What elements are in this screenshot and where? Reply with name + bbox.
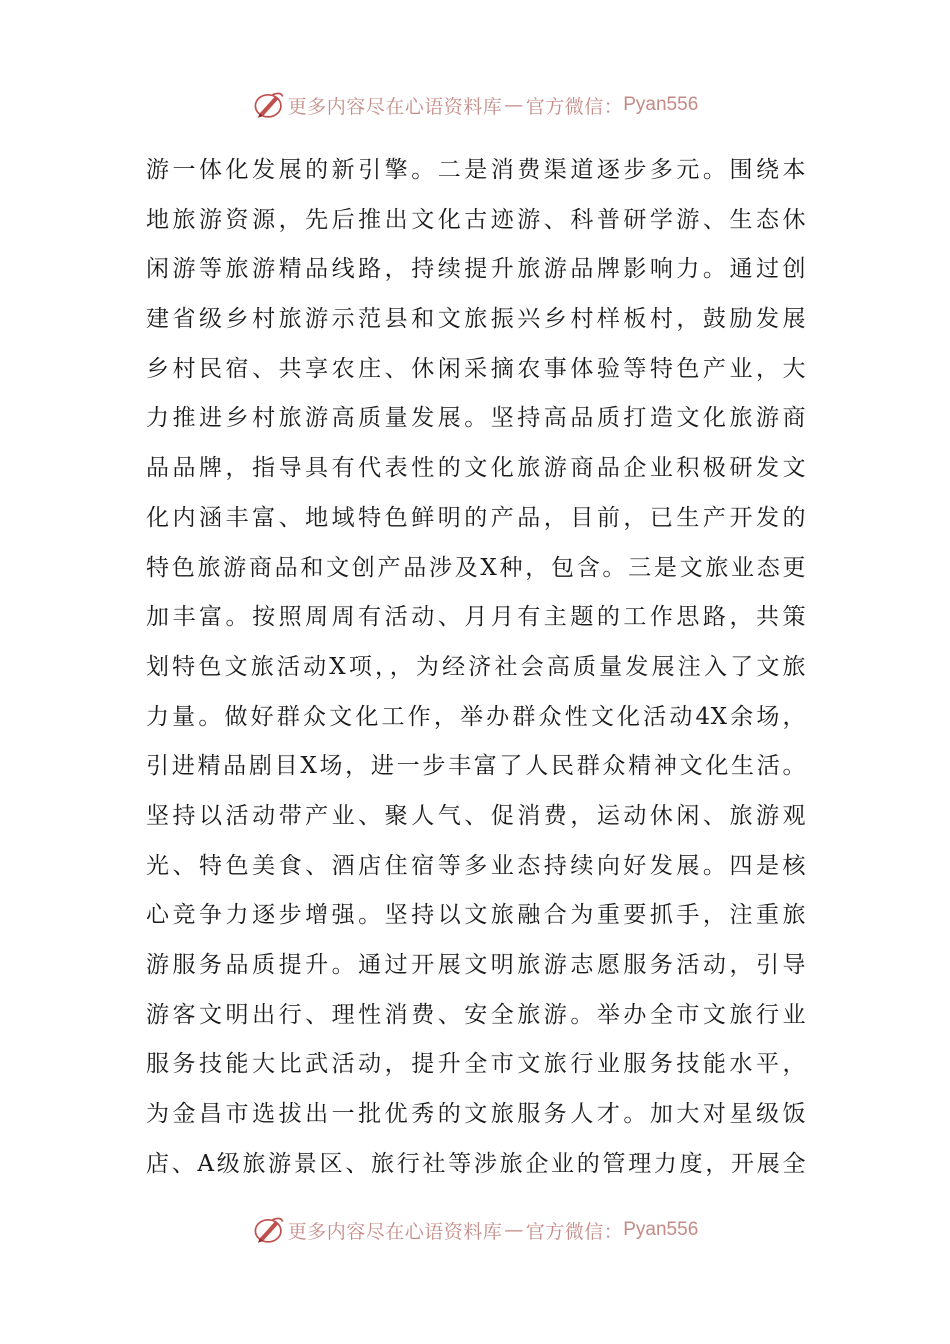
watermark-wechat-label: 官方微信： — [525, 95, 624, 118]
text-line: 光、特色美食、酒店住宿等多业态持续向好发展。四是核 — [146, 852, 806, 879]
watermark-wechat-id: Pyan556 — [623, 1219, 699, 1240]
watermark-wechat-id: Pyan556 — [623, 94, 699, 115]
watermark-separator: — — [504, 1219, 524, 1241]
text-line: 特色旅游商品和文创产品涉及X种，包含。三是文旅业态更 — [146, 554, 806, 581]
text-line: 为金昌市选拔出一批优秀的文旅服务人才。加大对星级饭 — [146, 1101, 806, 1128]
header-watermark — [0, 85, 950, 125]
watermark-site-text: 更多内容尽在心语资料库 — [287, 1220, 503, 1243]
watermark-separator: — — [504, 94, 524, 116]
text-line: 乡村民宿、共享农庄、休闲采摘农事体验等特色产业，大 — [146, 355, 806, 382]
watermark-site-text: 更多内容尽在心语资料库 — [287, 95, 503, 118]
footer-watermark — [0, 1210, 950, 1250]
text-line: 划特色文旅活动X项，，为经济社会高质量发展注入了文旅 — [146, 653, 806, 680]
text-line: 引进精品剧目X场，进一步丰富了人民群众精神文化生活。 — [146, 753, 806, 780]
text-line: 化内涵丰富、地域特色鲜明的产品，目前，已生产开发的 — [146, 504, 806, 531]
text-line: 店、A级旅游景区、旅行社等涉旅企业的管理力度，开展全 — [146, 1150, 806, 1177]
text-line: 心竞争力逐步增强。坚持以文旅融合为重要抓手，注重旅 — [146, 902, 806, 929]
pen-logo-icon — [252, 88, 286, 122]
text-line: 闲游等旅游精品线路，持续提升旅游品牌影响力。通过创 — [146, 256, 806, 283]
text-line: 加丰富。按照周周有活动、月月有主题的工作思路，共策 — [146, 604, 806, 631]
text-line: 品品牌，指导具有代表性的文化旅游商品企业积极研发文 — [146, 455, 806, 482]
text-line: 服务技能大比武活动，提升全市文旅行业服务技能水平， — [146, 1051, 806, 1078]
watermark-wechat-label: 官方微信： — [525, 1220, 624, 1243]
text-line: 游服务品质提升。通过开展文明旅游志愿服务活动，引导 — [146, 952, 806, 978]
text-line: 地旅游资源，先后推出文化古迹游、科普研学游、生态休 — [146, 206, 806, 233]
body-text — [146, 146, 806, 1189]
text-line: 游一体化发展的新引擎。二是消费渠道逐步多元。围绕本 — [146, 157, 806, 183]
pen-logo-icon — [252, 1213, 286, 1247]
text-line: 力推进乡村旅游高质量发展。坚持高品质打造文化旅游商 — [146, 405, 806, 432]
text-line: 游客文明出行、理性消费、安全旅游。举办全市文旅行业 — [146, 1001, 806, 1028]
text-line: 坚持以活动带产业、聚人气、促消费，运动休闲、旅游观 — [146, 802, 806, 829]
text-line: 力量。做好群众文化工作，举办群众性文化活动4X余场， — [146, 703, 806, 730]
text-line: 建省级乡村旅游示范县和文旅振兴乡村样板村，鼓励发展 — [146, 306, 806, 333]
